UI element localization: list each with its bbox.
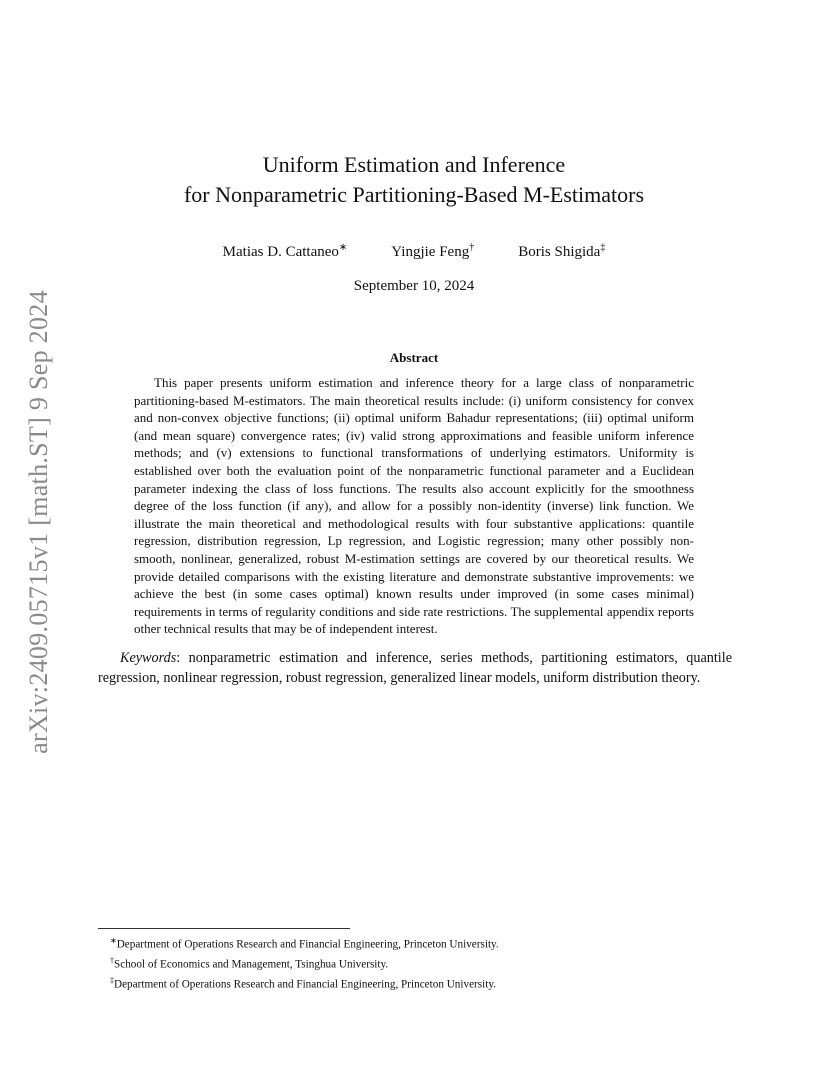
author <box>518 242 605 261</box>
footnote-mark: ∗ <box>110 936 117 945</box>
paper-date: September 10, 2024 <box>353 278 475 294</box>
footnote <box>110 973 499 993</box>
author-list <box>0 242 828 261</box>
author-footnote-mark: † <box>469 242 475 253</box>
title-line-1: Uniform Estimation and Inference <box>262 152 566 177</box>
author-name: Matias D. Cattaneo <box>222 244 339 260</box>
title-line-2: for Nonparametric Partitioning-Based M-Estimators <box>183 182 645 207</box>
footnote <box>110 933 499 953</box>
footnotes <box>110 933 499 993</box>
author <box>391 242 474 261</box>
keywords-text: nonparametric estimation and inference, series methods, partitioning estimators, quantile regression, nonlinear regression, robust regression, generalized linear models, uniform distribution theory. <box>98 650 732 686</box>
footnote-text: School of Economics and Management, Tsinghua University. <box>114 958 389 971</box>
author-name: Boris Shigida <box>518 244 601 260</box>
author <box>223 242 348 261</box>
footnote-mark: † <box>110 956 114 966</box>
footnote-text: Department of Operations Research and Financial Engineering, Princeton University. <box>114 979 497 992</box>
footnote-divider <box>98 928 350 929</box>
footnote-text: Department of Operations Research and Financial Engineering, Princeton University. <box>116 938 499 951</box>
paper-title <box>0 150 828 210</box>
abstract-heading: Abstract <box>389 350 439 365</box>
author-name: Yingjie Feng <box>391 244 470 260</box>
author-footnote-mark: ∗ <box>338 242 348 253</box>
keywords-paragraph: Keywords: nonparametric estimation and inference, series methods, partitioning estimators, quantile regression, nonlinear regression, robust regression, generalized linear models, uniform distribution theory. <box>98 650 732 686</box>
footnote <box>110 953 499 973</box>
keywords-label: Keywords <box>120 650 177 666</box>
author-footnote-mark: ‡ <box>600 242 606 253</box>
footnote-mark: ‡ <box>110 976 114 986</box>
abstract-text: This paper presents uniform estimation and inference theory for a large class of nonparametric partitioning-based M-estimators. The main theoretical results include: (i) uniform consistency for convex and non-convex objective functions; (ii) optimal uniform Bahadur representations; (iii) optimal uniform (and mean square) convergence rates; (iv) valid strong approximations and feasible uniform inference methods; and (v) extensions to functional transformations of underlying estimators. Uniformity is established over both the evaluation point of the nonparametric functional parameter and a Euclidean parameter indexing the class of loss functions. The results also account explicitly for the smoothness degree of the loss function (if any), and allow for a possibly non-identity (inverse) link function. We illustrate the main theoretical and methodological results with four substantive applications: quantile regression, distribution regression, Lp regression, and Logistic regression; many other possibly non-smooth, nonlinear, generalized, robust M-estimation settings are covered by our theoretical results. We provide detailed comparisons with the existing literature and demonstrate substantive improvements: we achieve the best (in some cases optimal) known results under improved (in some cases minimal) requirements in terms of regularity conditions and side rate restrictions. The supplemental appendix reports other technical results that may be of independent interest. <box>134 375 694 637</box>
arxiv-identifier: arXiv:2409.05715v1 [math.ST] 9 Sep 2024 <box>24 290 53 754</box>
